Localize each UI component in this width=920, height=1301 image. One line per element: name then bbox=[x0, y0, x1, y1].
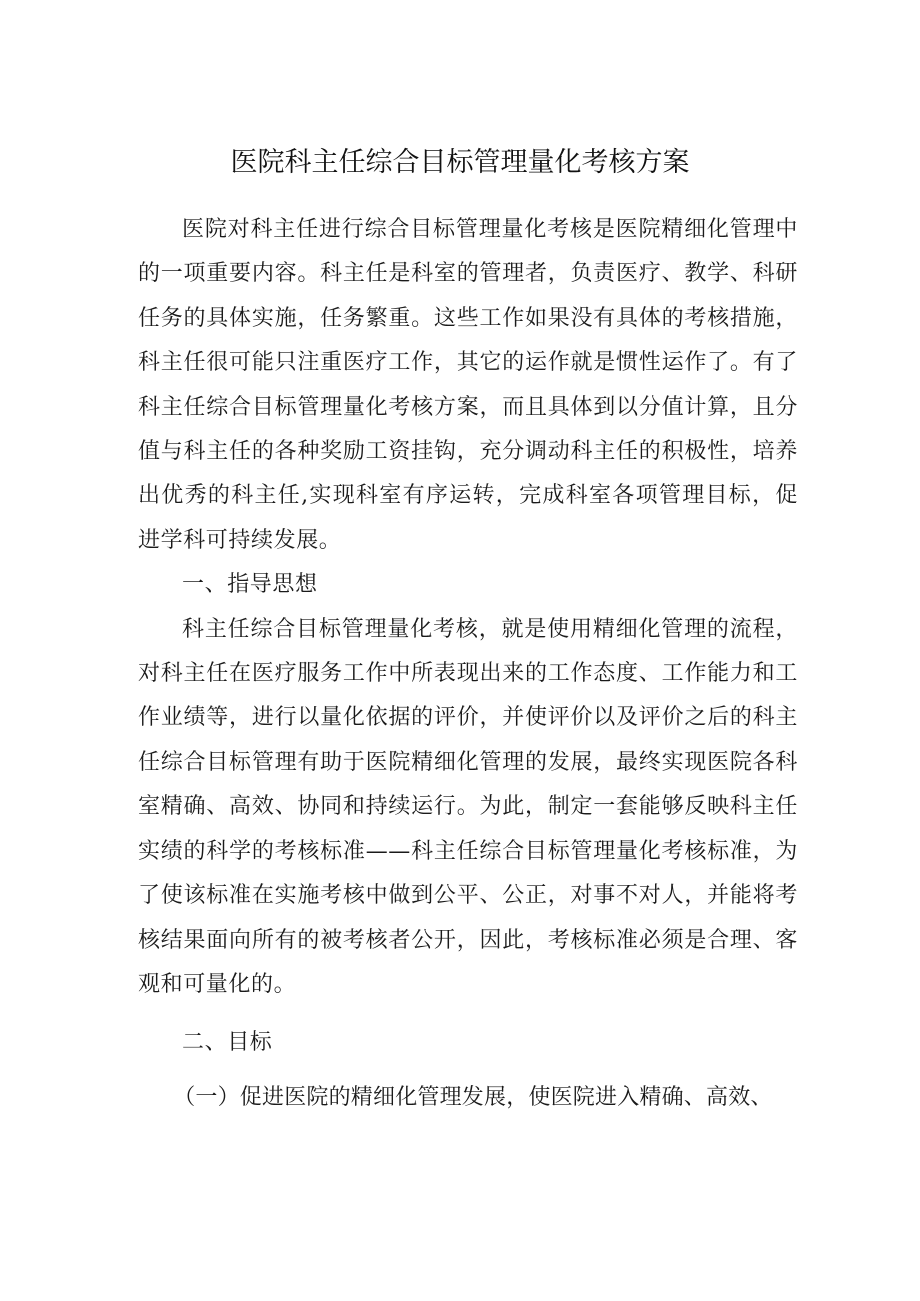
document-title: 医院科主任综合目标管理量化考核方案 bbox=[230, 147, 690, 178]
document-body bbox=[138, 208, 798, 1120]
goal-item-1: （一）促进医院的精细化管理发展，使医院进入精确、高效、 bbox=[173, 1084, 773, 1110]
guiding-thought-paragraph: 科主任综合目标管理量化考核，就是使用精细化管理的流程，对科主任在医疗服务工作中所表现出来的工作态度、工作能力和工作业绩等，进行以量化依据的评价，并使评价以及评价之后的科主任综合目标管理有助于医院精细化管理的发展，最终实现医院各科室精确、高效、协同和持续运行。为此，制定一套能够反映科主任实绩的科学的考核标准——科主任综合目标管理量化考核标准，为了使该标准在实施考核中做到公平、公正，对事不对人，并能将考核结果面向所有的被考核者公开，因此，考核标准必须是合理、客观和可量化的。 bbox=[138, 616, 798, 997]
section-heading-goals: 二、目标 bbox=[182, 1030, 273, 1056]
section-heading-guiding-thought: 一、指导思想 bbox=[182, 572, 318, 598]
intro-paragraph: 医院对科主任进行综合目标管理量化考核是医院精细化管理中的一项重要内容。科主任是科室的管理者，负责医疗、教学、科研任务的具体实施，任务繁重。这些工作如果没有具体的考核措施，科主任很可能只注重医疗工作，其它的运作就是惯性运作了。有了科主任综合目标管理量化考核方案，而且具体到以分值计算，且分值与科主任的各种奖励工资挂钩，充分调动科主任的积极性，培养出优秀的科主任,实现科室有序运转，完成科室各项管理目标，促进学科可持续发展。 bbox=[138, 217, 798, 553]
